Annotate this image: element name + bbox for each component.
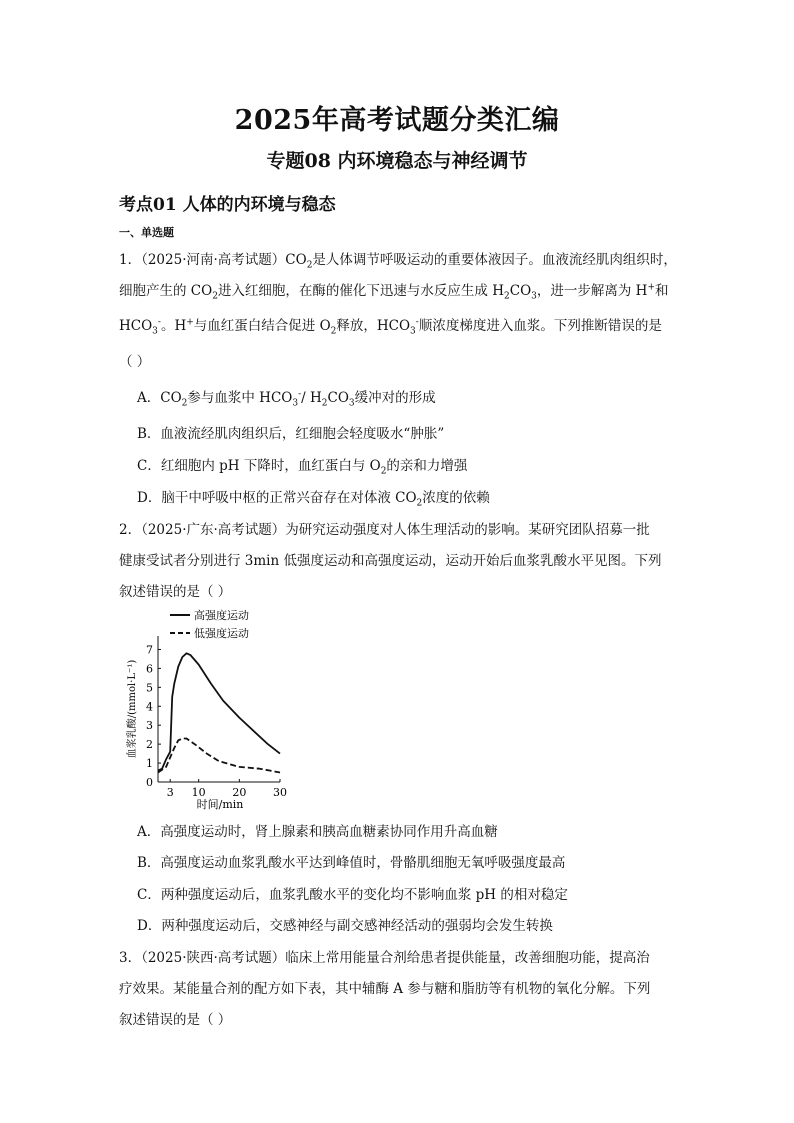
q1-line-2: 细胞产生的 $CO_2$进入红细胞，在酶的催化下迅速与水反应生成 $H_2CO_3$，进一步解离为 H+和 [119,282,669,302]
q2-line-3: 叙述错误的是（ ） [119,584,232,600]
q2-option-b[interactable]: B．高强度运动血浆乳酸水平达到峰值时，骨骼肌细胞无氧呼吸强度最高 [137,855,566,871]
page-subtitle: 专题08 内环境稳态与神经调节 [266,150,528,172]
series-high-intensity-line [158,653,280,770]
q1-option-a[interactable]: A．$CO_2$参与血浆中 $HCO_3^-/$ $H_2CO_3$缓冲对的形成 [137,389,436,409]
y-tick-label: 7 [146,643,153,657]
y-tick-label: 2 [146,738,153,752]
q1-option-c[interactable]: C．红细胞内 pH 下降时，血红蛋白与 $O_2$的亲和力增强 [137,458,468,477]
x-tick-label: 20 [232,786,247,799]
y-tick-label: 6 [146,662,153,676]
q1-line-3: $HCO_3^-$。H+与血红蛋白结合促进 $O_2$释放，$HCO_3^-$顺浓度梯度进入血浆。下列推断错误的是 [119,317,662,337]
q1-line-1: 1．（2025·河南·高考试题）$CO_2$是人体调节呼吸运动的重要体液因子。血液流经肌肉组织时， [119,252,677,271]
q3-line-3: 叙述错误的是（ ） [119,1012,232,1028]
y-tick-label: 3 [146,719,153,733]
y-tick-label: 4 [146,700,153,714]
page-title: 2025年高考试题分类汇编 [234,105,560,136]
x-axis-label: 时间/min [196,798,244,811]
q1-line-4: （ ） [119,354,151,370]
y-tick-label: 1 [146,757,153,771]
lactate-chart [120,604,300,812]
legend-low-label: 低强度运动 [194,627,249,640]
q3-line-2: 疗效果。某能量合剂的配方如下表，其中辅酶 A 参与糖和脂肪等有机物的氧化分解。下列 [119,981,651,997]
q1-option-b[interactable]: B．血液流经肌肉组织后，红细胞会轻度吸水“肿胀” [137,426,445,442]
y-tick-label: 0 [146,776,153,789]
q3-line-1: 3．（2025·陕西·高考试题）临床上常用能量合剂给患者提供能量，改善细胞功能，提高治 [119,950,650,966]
series-low-intensity-line [158,739,280,773]
y-tick-label: 5 [146,681,153,695]
x-tick-label: 10 [191,786,206,799]
q2-line-1: 2．（2025·广东·高考试题）为研究运动强度对人体生理活动的影响。某研究团队招募一批 [119,522,650,538]
legend-high-label: 高强度运动 [194,609,249,622]
chart-legend [170,608,249,640]
question-type-heading: 一、单选题 [119,226,174,239]
section-heading: 考点01 人体的内环境与稳态 [119,195,336,215]
q2-option-c[interactable]: C．两种强度运动后，血浆乳酸水平的变化均不影响血浆 pH 的相对稳定 [137,887,568,903]
q2-line-2: 健康受试者分别进行 3min 低强度运动和高强度运动，运动开始后血浆乳酸水平见图。下列 [119,553,662,569]
x-tick-label: 30 [273,786,287,799]
q2-option-d[interactable]: D．两种强度运动后，交感神经与副交感神经活动的强弱均会发生转换 [137,918,553,934]
q1-option-d[interactable]: D．脑干中呼吸中枢的正常兴奋存在对体液 $CO_2$浓度的依赖 [137,490,490,509]
q2-option-a[interactable]: A．高强度运动时，肾上腺素和胰高血糖素协同作用升高血糖 [137,824,498,840]
y-axis-label: 血浆乳酸/(mmol·L⁻¹) [127,659,138,759]
x-tick-label: 3 [166,786,174,799]
